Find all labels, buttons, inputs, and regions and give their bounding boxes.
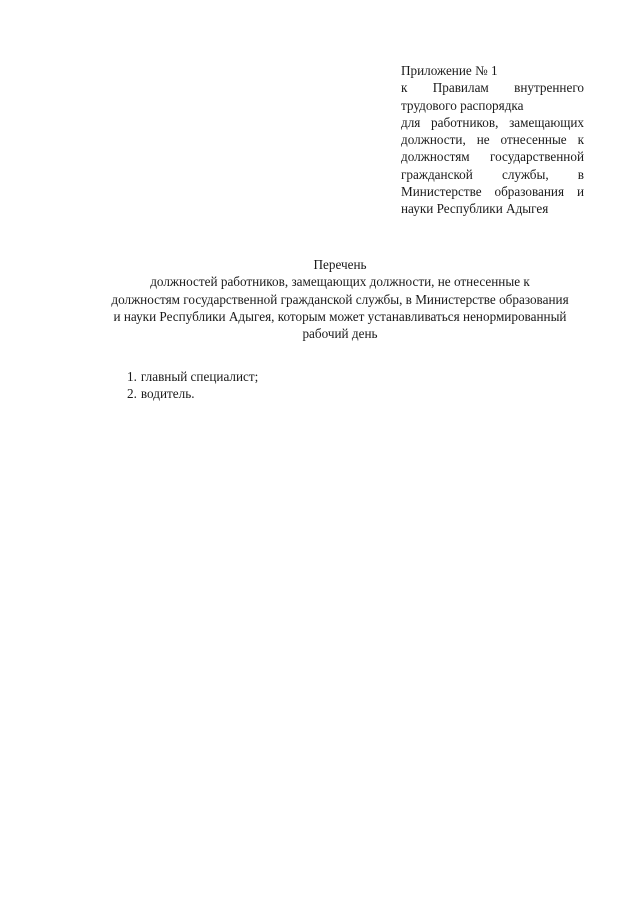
- list-item-text: главный специалист;: [140, 369, 259, 384]
- title-line: рабочий день: [302, 326, 378, 342]
- title-line: должностей работников, замещающих должности, не отнесенные к: [150, 274, 530, 290]
- appendix-line: к Правилам внутреннего: [401, 80, 584, 96]
- list-item-text: водитель.: [140, 386, 195, 402]
- list-item-number: 1.: [127, 369, 137, 384]
- appendix-line: Министерстве образования и: [401, 184, 584, 200]
- title-line: и науки Республики Адыгея, которым может устанавливаться ненормированный: [113, 308, 567, 324]
- appendix-line: для работников, замещающих: [401, 114, 584, 130]
- appendix-line: трудового распорядка: [401, 97, 524, 113]
- appendix-line: гражданской службы, в: [401, 166, 584, 182]
- appendix-line: Приложение № 1: [401, 63, 498, 78]
- positions-list: [127, 368, 258, 403]
- title-heading: Перечень: [313, 257, 367, 272]
- list-item-number: 2.: [127, 386, 137, 402]
- appendix-line: науки Республики Адыгея: [401, 201, 549, 217]
- appendix-line: должностям государственной: [401, 149, 584, 165]
- list-item: [127, 368, 258, 385]
- list-title: [92, 256, 588, 342]
- title-line: должностям государственной гражданской службы, в Министерстве образования: [111, 291, 569, 307]
- appendix-line: должности, не отнесенные к: [401, 132, 584, 148]
- list-item: [127, 385, 258, 402]
- appendix-header: [401, 62, 584, 218]
